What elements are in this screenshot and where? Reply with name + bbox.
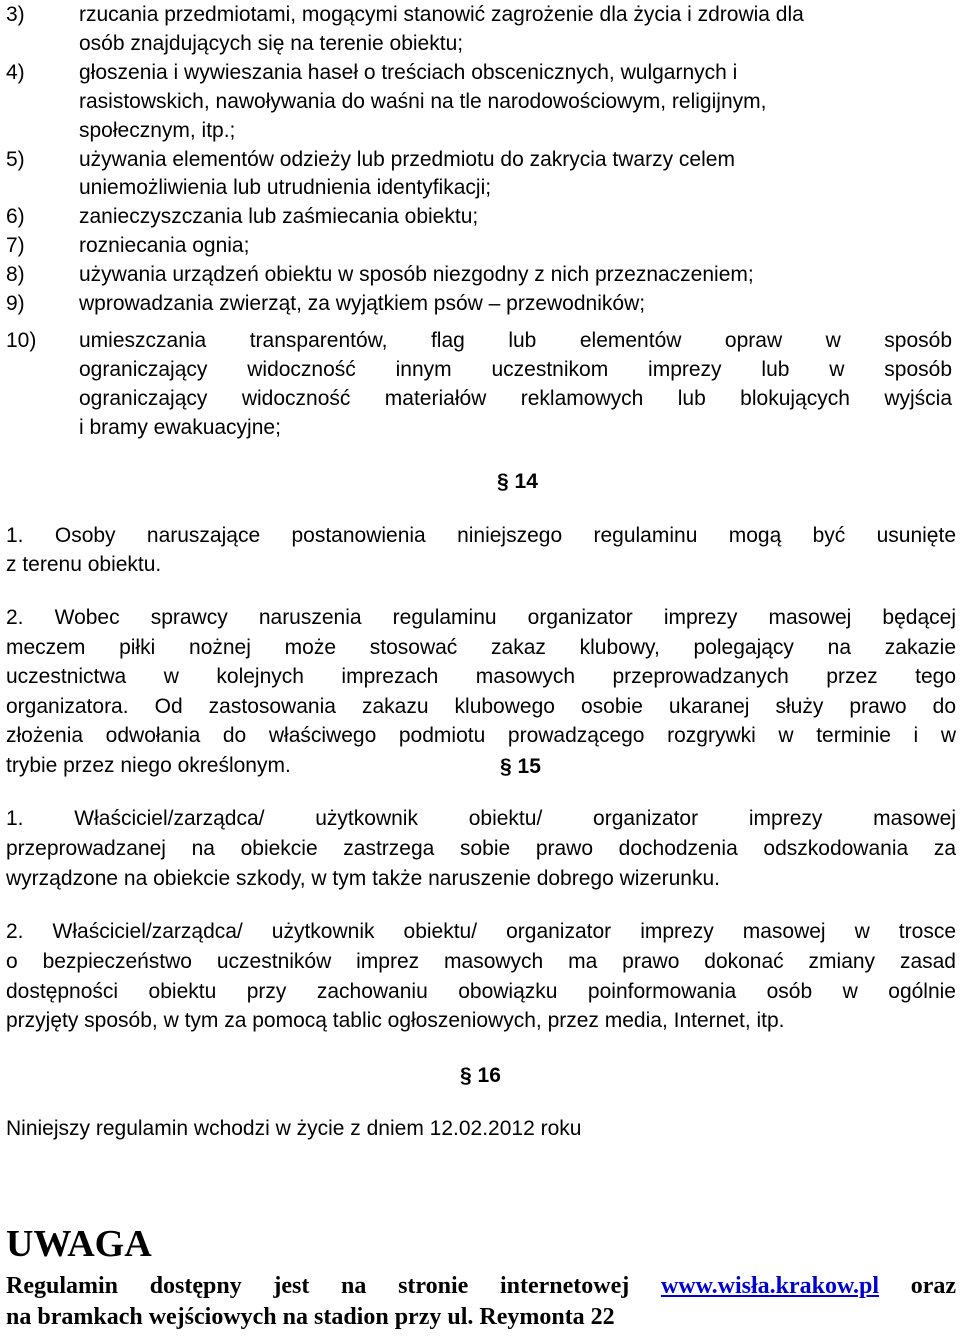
list-item-text: rasistowskich, nawoływania do waśni na tle narodowościowym, religijnym, <box>79 90 767 113</box>
list-item-text: uniemożliwienia lub utrudnienia identyfikacji; <box>79 176 492 199</box>
list-item-text: rozniecania ognia; <box>79 234 250 257</box>
notice-line-2: na bramkach wejściowych na stadion przy ul. Reymonta 22 <box>6 1304 615 1330</box>
list-item-text: ograniczający widoczność innym uczestnikom imprezy lub w sposób <box>79 358 952 381</box>
list-item-text: społecznym, itp.; <box>79 119 236 142</box>
list-item-number: 6) <box>6 205 25 228</box>
paragraph-line: złożenia odwołania do właściwego podmiotu prowadzącego rozgrywki w terminie i w <box>6 724 956 747</box>
list-item-text: osób znajdujących się na terenie obiektu; <box>79 32 464 55</box>
list-item-number: 9) <box>6 292 25 315</box>
list-item-text: ograniczający widoczność materiałów reklamowych lub blokujących wyjścia <box>79 387 952 410</box>
paragraph-line: organizatora. Od zastosowania zakazu klubowego osobie ukaranej służy prawo do <box>6 695 956 718</box>
section-heading-14: § 14 <box>497 470 538 493</box>
list-item-number: 3) <box>6 3 25 26</box>
paragraph-line: 1. Właściciel/zarządca/ użytkownik obiektu/ organizator imprezy masowej <box>6 807 956 830</box>
paragraph-line: dostępności obiektu przy zachowaniu obowiązku poinformowania osób w ogólnie <box>6 980 956 1003</box>
paragraph-line: trybie przez niego określonym. <box>6 754 291 777</box>
paragraph-line: przyjęty sposób, w tym za pomocą tablic ogłoszeniowych, przez media, Internet, itp. <box>6 1009 785 1032</box>
paragraph-line: z terenu obiektu. <box>6 553 162 576</box>
notice-line-1 <box>6 1270 956 1302</box>
list-item-text: używania elementów odzieży lub przedmiotu do zakrycia twarzy celem <box>79 148 735 171</box>
list-item-text: głoszenia i wywieszania haseł o treściach obscenicznych, wulgarnych i <box>79 61 738 84</box>
notice-text: oraz <box>879 1273 957 1299</box>
notice-heading: UWAGA <box>6 1223 152 1265</box>
section-heading-16: § 16 <box>460 1064 501 1087</box>
paragraph-line: wyrządzone na obiekcie szkody, w tym także naruszenie dobrego wizerunku. <box>6 867 720 890</box>
section-heading-15: § 15 <box>500 755 541 778</box>
list-item-number: 5) <box>6 148 25 171</box>
notice-text: Regulamin dostępny jest na stronie internetowej <box>6 1273 661 1299</box>
list-item-text: zanieczyszczania lub zaśmiecania obiektu; <box>79 205 479 228</box>
website-link[interactable]: www.wisła.krakow.pl <box>660 1273 880 1299</box>
effective-date-text: Niniejszy regulamin wchodzi w życie z dniem 12.02.2012 roku <box>6 1117 582 1140</box>
list-item-number: 10) <box>6 329 37 352</box>
paragraph-line: 2. Właściciel/zarządca/ użytkownik obiektu/ organizator imprezy masowej w trosce <box>6 920 956 943</box>
paragraph-line: przeprowadzanej na obiekcie zastrzega sobie prawo dochodzenia odszkodowania za <box>6 837 956 860</box>
paragraph-line: 2. Wobec sprawcy naruszenia regulaminu organizator imprezy masowej będącej <box>6 606 956 629</box>
list-item-text: umieszczania transparentów, flag lub elementów opraw w sposób <box>79 329 952 352</box>
list-item-text: rzucania przedmiotami, mogącymi stanowić zagrożenie dla życia i zdrowia dla <box>79 3 804 26</box>
list-item-text: używania urządzeń obiektu w sposób niezgodny z nich przeznaczeniem; <box>79 263 754 286</box>
list-item-number: 4) <box>6 61 25 84</box>
list-item-text: wprowadzania zwierząt, za wyjątkiem psów – przewodników; <box>79 292 646 315</box>
paragraph-line: uczestnictwa w kolejnych imprezach masowych przeprowadzanych przez tego <box>6 665 956 688</box>
list-item-number: 8) <box>6 263 25 286</box>
paragraph-line: o bezpieczeństwo uczestników imprez masowych ma prawo dokonać zmiany zasad <box>6 950 956 973</box>
list-item-number: 7) <box>6 234 25 257</box>
list-item-text: i bramy ewakuacyjne; <box>79 416 281 439</box>
paragraph-line: 1. Osoby naruszające postanowienia niniejszego regulaminu mogą być usunięte <box>6 524 956 547</box>
paragraph-line: meczem piłki nożnej może stosować zakaz klubowy, polegający na zakazie <box>6 636 956 659</box>
